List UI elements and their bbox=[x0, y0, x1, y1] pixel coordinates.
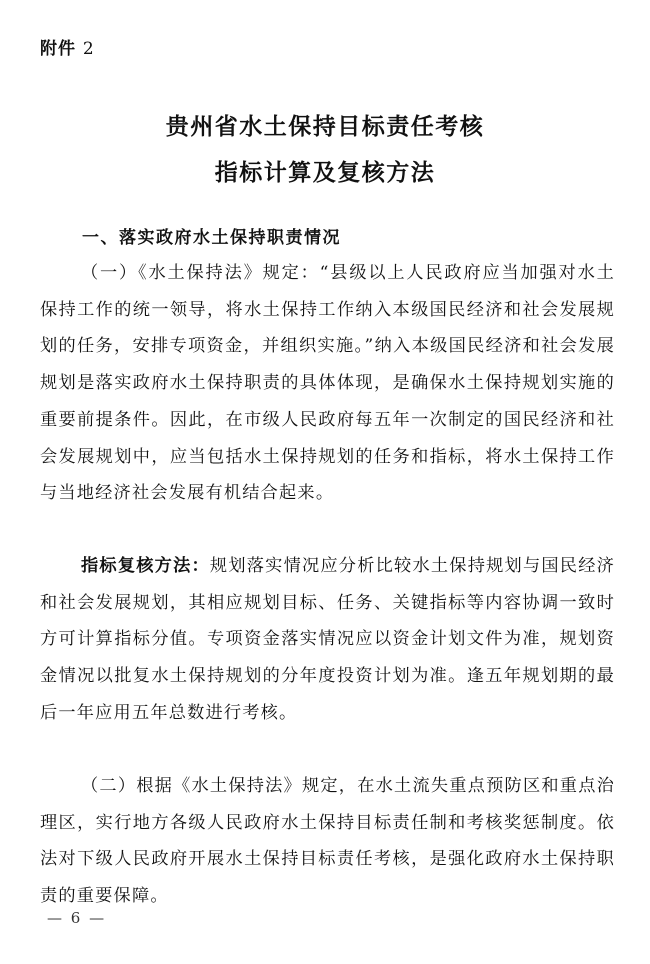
page-number: — 6 — bbox=[47, 909, 107, 927]
paragraph-1: （一）《水土保持法》规定：“县级以上人民政府应当加强对水土保持工作的统一领导，将水土保持工作纳入本级国民经济和社会发展规划的任务，安排专项资金，并组织实施。”纳入本级国民经济和社会发展规划是落实政府水土保持职责的具体体现，是确保水土保持规划实施的重要前提条件。因此，在市级人民政府每五年一次制定的国民经济和社会发展规划中，应当包括水土保持规划的任务和指标，将水土保持工作与当地经济社会发展有机结合起来。 bbox=[40, 263, 615, 504]
paragraph-2 bbox=[40, 548, 615, 732]
paragraph-3: （二）根据《水土保持法》规定，在水土流失重点预防区和重点治理区，实行地方各级人民政府水土保持目标责任制和考核奖惩制度。依法对下级人民政府开展水土保持目标责任考核，是强化政府水土保持职责的重要保障。 bbox=[40, 776, 615, 907]
attachment-label bbox=[40, 34, 95, 59]
attachment-number: 2 bbox=[82, 39, 95, 59]
section-heading-1: 一、落实政府水土保持职责情况 bbox=[82, 228, 341, 248]
paragraph-2-text: 规划落实情况应分析比较水土保持规划与国民经济和社会发展规划，其相应规划目标、任务、关键指标等内容协调一致时方可计算指标分值。专项资金落实情况应以资金计划文件为准，规划资金情况以批复水土保持规划的分年度投资计划为准。逢五年规划期的最后一年应用五年总数进行考核。 bbox=[40, 556, 615, 723]
attachment-text: 附件 bbox=[40, 39, 76, 59]
paragraph-2-lead: 指标复核方法： bbox=[81, 556, 210, 576]
document-title-line-1: 贵州省水土保持目标责任考核 bbox=[165, 114, 485, 140]
document-title-line-2: 指标计算及复核方法 bbox=[214, 160, 436, 186]
